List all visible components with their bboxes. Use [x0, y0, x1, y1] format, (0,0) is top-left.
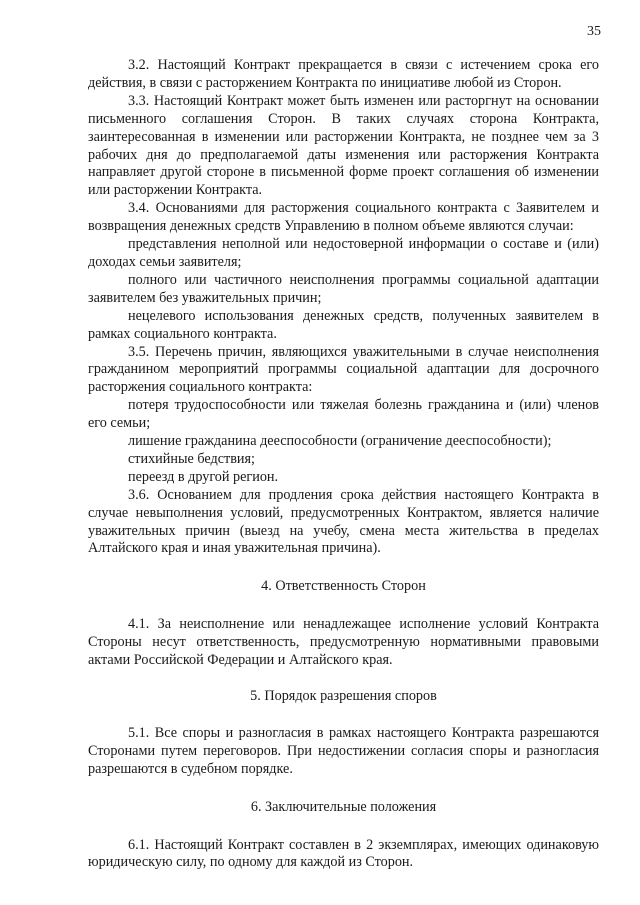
list-item-incomplete-info: представления неполной или недостоверной информации о составе и (или) доходах семьи заявителя; [88, 236, 599, 270]
paragraph-3-4: 3.4. Основаниями для расторжения социального контракта с Заявителем и возвращения денежных средств Управлению в полном объеме являются случаи: [88, 200, 599, 235]
paragraph-3-2: 3.2. Настоящий Контракт прекращается в связи с истечением срока его действия, в связи с расторжением Контракта по инициативе любой из Сторон. [88, 57, 599, 91]
section-6-heading: 6. Заключительные положения [250, 798, 437, 815]
page-number: 35 [587, 24, 601, 39]
list-item-incapacity: лишение гражданина дееспособности (ограничение дееспособности); [128, 433, 552, 450]
list-item-natural-disasters: стихийные бедствия; [128, 450, 255, 467]
paragraph-3-5: 3.5. Перечень причин, являющихся уважительными в случае неисполнения гражданином мероприятий программы социальной адаптации для досрочного расторжения социального контракта: [88, 343, 599, 396]
paragraph-5-1: 5.1. Все споры и разногласия в рамках настоящего Контракта разрешаются Сторонами путем переговоров. При недостижении согласия споры и разногласия разрешаются в судебном порядке. [88, 724, 599, 777]
list-item-misuse-funds: нецелевого использования денежных средств, полученных заявителем в рамках социального контракта. [88, 307, 599, 342]
paragraph-4-1: 4.1. За неисполнение или ненадлежащее исполнение условий Контракта Стороны несут ответственность, предусмотренную нормативными правовыми актами Российской Федерации и Алтайского края. [88, 616, 599, 669]
paragraph-6-1: 6.1. Настоящий Контракт составлен в 2 экземплярах, имеющих одинаковую юридическую силу, по одному для каждой из Сторон. [88, 836, 599, 871]
section-5-heading: 5. Порядок разрешения споров [250, 688, 437, 704]
list-item-relocation: переезд в другой регион. [128, 468, 279, 485]
section-4-heading: 4. Ответственность Сторон [261, 578, 426, 595]
list-item-disability: потеря трудоспособности или тяжелая болезнь гражданина и (или) членов его семьи; [88, 397, 599, 432]
list-item-program-nonfulfillment: полного или частичного неисполнения программы социальной адаптации заявителем без уважительных причин; [88, 271, 599, 306]
paragraph-3-6: 3.6. Основанием для продления срока действия настоящего Контракта в случае невыполнения условий, предусмотренных Контрактом, является наличие уважительных причин (выезд на учебу, смена места жительства в пределах Алтайского края и иная уважительная причина). [88, 486, 599, 557]
paragraph-3-3: 3.3. Настоящий Контракт может быть изменен или расторгнут на основании письменного соглашения Сторон. В таких случаях сторона Контракта, заинтересованная в изменении или расторжении Контракта, не позднее чем за 3 рабочих дня до предполагаемой даты изменения или расторжения Контракта направляет другой стороне в письменной форме проект соглашения об изменении или расторжении Контракта. [88, 92, 599, 199]
document-body [88, 57, 599, 872]
